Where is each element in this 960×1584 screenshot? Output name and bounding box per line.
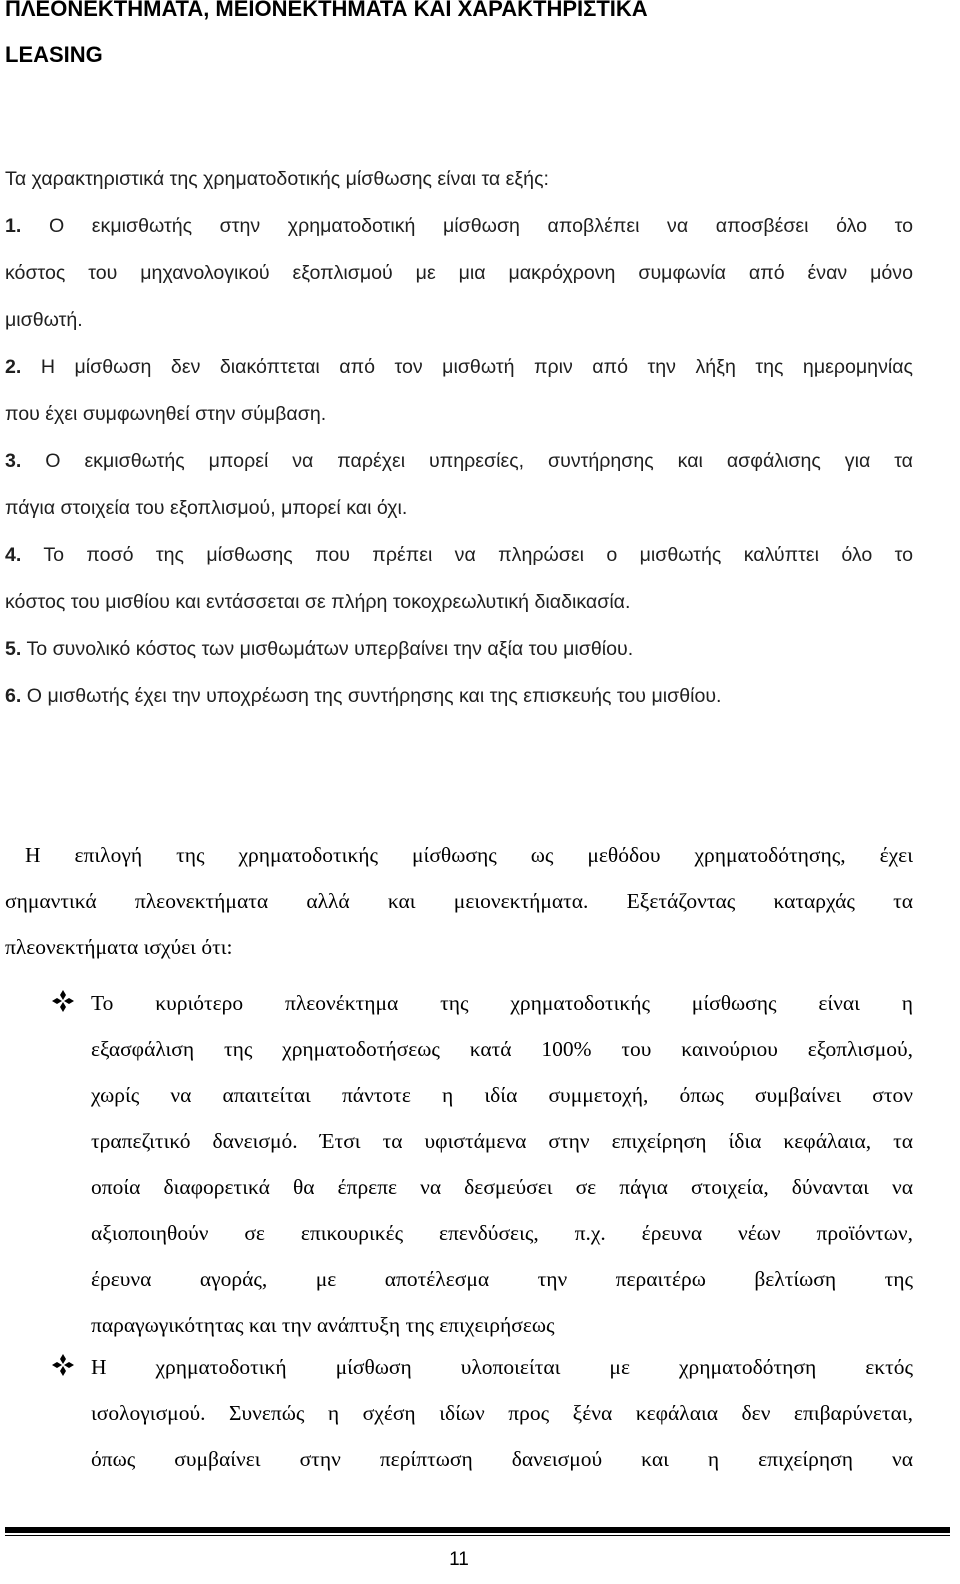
list-item: [5, 446, 913, 493]
list-item: [5, 681, 913, 728]
bullet-line: Η χρηματοδοτική μίσθωση υλοποιείται με χρηματοδότηση εκτός: [91, 1355, 913, 1379]
page-number: 11: [449, 1549, 469, 1570]
bullet-line: έρευνα αγοράς, με αποτέλεσμα την περαιτέρω βελτίωση της: [91, 1267, 913, 1291]
paragraph-line: πλεονεκτήματα ισχύει ότι:: [5, 935, 233, 959]
paragraph-line: σημαντικά πλεονεκτήματα αλλά και μειονεκτήματα. Εξετάζοντας καταρχάς τα: [5, 889, 913, 913]
bullet-line: Το κυριότερο πλεονέκτημα της χρηματοδοτικής μίσθωσης είναι η: [91, 991, 913, 1015]
list-item: [5, 634, 913, 681]
advantages-paragraph: [5, 840, 913, 978]
bullet-line: τραπεζιτικό δανεισμό. Έτσι τα υφιστάμενα στην επιχείρηση ίδια κεφάλαια, τα: [91, 1129, 913, 1153]
list-item-text: κόστος του μισθίου και εντάσσεται σε πλήρη τοκοχρεωλυτική διαδικασία.: [5, 591, 631, 613]
intro-text: Τα χαρακτηριστικά της χρηματοδοτικής μίσθωσης είναι τα εξής:: [5, 168, 549, 190]
diamond-bullet-icon: [52, 990, 76, 1014]
paragraph-line: Η επιλογή της χρηματοδοτικής μίσθωσης ως μεθόδου χρηματοδότησης, έχει: [25, 843, 913, 867]
bullet-line: εξασφάλιση της χρηματοδοτήσεως κατά 100% του καινούριου εξοπλισμού,: [91, 1037, 913, 1061]
list-item-text: μισθωτή.: [5, 309, 83, 331]
bullet-item: [91, 1352, 913, 1490]
footer-divider-thin: [5, 1535, 950, 1536]
list-item-number: 1.: [5, 215, 22, 237]
bullet-line: αξιοποιηθούν σε επικουρικές επενδύσεις, π.χ. έρευνα νέων προϊόντων,: [91, 1221, 913, 1245]
list-item-text: Ο εκμισθωτής στην χρηματοδοτική μίσθωση αποβλέπει να αποσβέσει όλο το: [48, 215, 913, 237]
page-heading: ΠΛΕΟΝΕΚΤΗΜΑΤΑ, ΜΕΙΟΝΕΚΤΗΜΑΤΑ ΚΑΙ ΧΑΡΑΚΤΗΡΙΣΤΙΚΑ: [5, 0, 648, 21]
list-item-number: 3.: [5, 450, 22, 472]
list-item-text: Το συνολικό κόστος των μισθωμάτων υπερβαίνει την αξία του μισθίου.: [26, 638, 634, 660]
list-item-text: κόστος του μηχανολογικού εξοπλισμού με μια μακρόχρονη συμφωνία από έναν μόνο: [5, 262, 913, 284]
bullet-line: ισολογισμού. Συνεπώς η σχέση ιδίων προς ξένα κεφάλαια δεν επιβαρύνεται,: [91, 1401, 913, 1425]
bullet-line: οποία διαφορετικά θα έπρεπε να δεσμεύσει σε πάγια στοιχεία, δύνανται να: [91, 1175, 913, 1199]
list-item-number: 5.: [5, 638, 22, 660]
diamond-bullet-icon: [52, 1354, 76, 1378]
list-item-text: Η μίσθωση δεν διακόπτεται από τον μισθωτή πριν από την λήξη της ημερομηνίας: [40, 356, 913, 378]
characteristics-list: [5, 164, 913, 728]
list-item-number: 4.: [5, 544, 22, 566]
list-item-text: που έχει συμφωνηθεί στην σύμβαση.: [5, 403, 327, 425]
list-item-number: 6.: [5, 685, 22, 707]
list-item-text: Ο μισθωτής έχει την υποχρέωση της συντήρησης και της επισκευής του μισθίου.: [26, 685, 722, 707]
bullet-line: όπως συμβαίνει στην περίπτωση δανεισμού και η επιχείρηση να: [91, 1447, 913, 1471]
list-item: [5, 211, 913, 258]
page-heading-continued: LEASING: [5, 42, 103, 67]
list-item: [5, 352, 913, 399]
list-item-number: 2.: [5, 356, 22, 378]
bullet-item: [91, 988, 913, 1356]
list-item: [5, 540, 913, 587]
footer-divider: [5, 1527, 950, 1533]
list-item-text: Ο εκμισθωτής μπορεί να παρέχει υπηρεσίες, συντήρησης και ασφάλισης για τα: [45, 450, 913, 472]
bullet-line: παραγωγικότητας και την ανάπτυξη της επιχειρήσεως: [91, 1313, 555, 1337]
bullet-line: χωρίς να απαιτείται πάντοτε η ιδία συμμετοχή, όπως συμβαίνει στον: [91, 1083, 913, 1107]
list-item-text: Το ποσό της μίσθωσης που πρέπει να πληρώσει ο μισθωτής καλύπτει όλο το: [43, 544, 913, 566]
list-item-text: πάγια στοιχεία του εξοπλισμού, μπορεί και όχι.: [5, 497, 408, 519]
